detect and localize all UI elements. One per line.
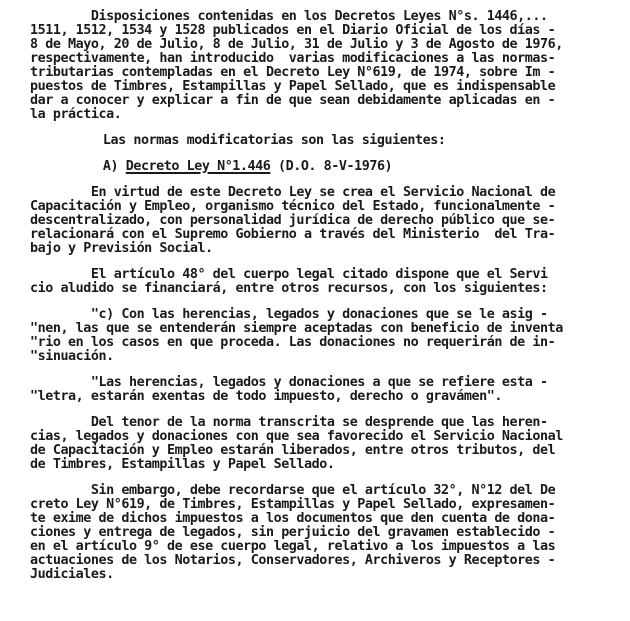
text-line: bajo y Previsión Social.: [30, 241, 213, 256]
text-line: El artículo 48° del cuerpo legal citado dispone que el Servi: [30, 267, 548, 282]
text-line: Disposiciones contenidas en los Decretos Leyes N°s. 1446,...: [30, 9, 548, 24]
section-a-prefix: A): [42, 159, 126, 174]
text-line: actuaciones de los Notarios, Conservadores, Archiveros y Receptores -: [30, 553, 556, 568]
text-line: En virtud de este Decreto Ley se crea el Servicio Nacional de: [30, 185, 556, 200]
text-line: descentralizado, con personalidad jurídica de derecho público que se-: [30, 213, 556, 228]
text-line: Sin embargo, debe recordarse que el artículo 32°, N°12 del De: [30, 483, 556, 498]
text-line: cio aludido se financiará, entre otros recursos, con los siguientes:: [30, 281, 548, 296]
section-a-title: Decreto Ley N°1.446: [125, 159, 271, 174]
text-line: ciones y entrega de legados, sin perjuicio del gravamen establecido -: [30, 525, 556, 540]
paragraph-modifying-norms: Las normas modificatorias son las siguientes:: [42, 133, 446, 148]
text-line: la práctica.: [30, 107, 122, 122]
text-line: Del tenor de la norma transcrita se desprende que las heren-: [30, 415, 548, 430]
text-line: dar a conocer y explicar a fin de que sean debidamente aplicadas en -: [30, 93, 556, 108]
text-line: Capacitación y Empleo, organismo técnico del Estado, funcionalmente -: [30, 199, 556, 214]
text-line: tributarias contempladas en el Decreto Ley N°619, de 1974, sobre Im -: [30, 65, 556, 80]
text-line: creto Ley N°619, de Timbres, Estampillas y Papel Sellado, expresamen-: [30, 497, 556, 512]
text-line: 8 de Mayo, 20 de Julio, 8 de Julio, 31 de Julio y 3 de Agosto de 1976,: [30, 37, 563, 52]
text-line: "rio en los casos en que proceda. Las donaciones no requerirán de in-: [30, 335, 556, 350]
section-a-date: (D.O. 8-V-1976): [270, 159, 393, 174]
text-line: "Las herencias, legados y donaciones a que se refiere esta -: [30, 375, 548, 390]
text-line: te exime de dichos impuestos a los documentos que den cuenta de dona-: [30, 511, 556, 526]
text-line: "c) Con las herencias, legados y donaciones que se le asig -: [30, 307, 548, 322]
text-line: Judiciales.: [30, 567, 114, 582]
text-line: 1511, 1512, 1534 y 1528 publicados en el Diario Oficial de los días -: [30, 23, 556, 38]
text-line: cias, legados y donaciones con que sea favorecido el Servicio Nacional: [30, 429, 563, 444]
text-line: puestos de Timbres, Estampillas y Papel Sellado, que es indispensable: [30, 79, 556, 94]
text-line: relacionará con el Supremo Gobierno a través del Ministerio del Tra-: [30, 227, 556, 242]
text-line: respectivamente, han introducido varias modificaciones a las normas-: [30, 51, 556, 66]
text-line: "sinuación.: [30, 349, 114, 364]
text-line: "letra, estarán exentas de todo impuesto, derecho o gravámen".: [30, 389, 502, 404]
text-line: de Timbres, Estampillas y Papel Sellado.: [30, 457, 335, 472]
text-line: en el artículo 9° de ese cuerpo legal, relativo a los impuestos a las: [30, 539, 556, 554]
text-line: de Capacitación y Empleo estarán liberados, entre otros tributos, del: [30, 443, 556, 458]
section-a-heading: [42, 160, 392, 174]
text-line: "nen, las que se entenderán siempre aceptadas con beneficio de inventa: [30, 321, 563, 336]
